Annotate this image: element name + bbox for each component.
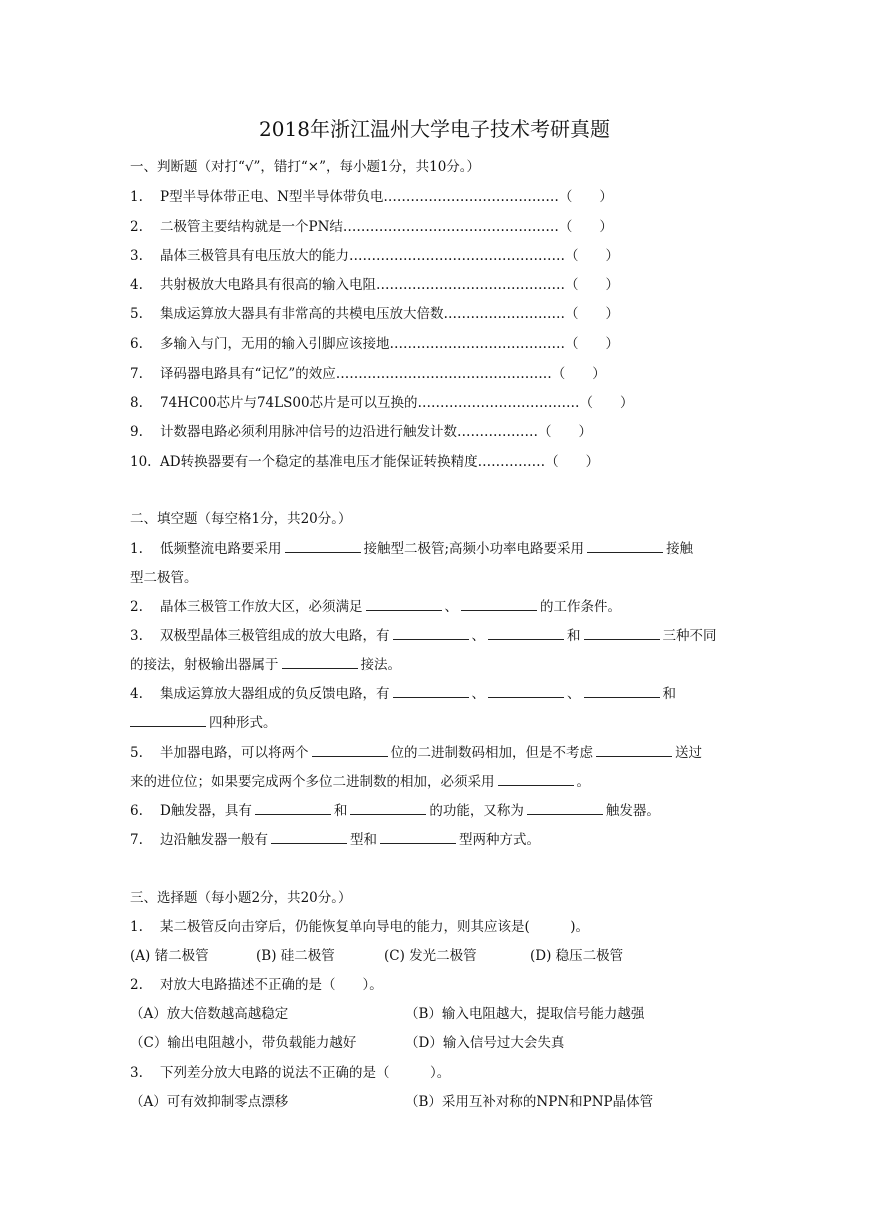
answer-blank[interactable] — [587, 539, 663, 553]
answer-blank[interactable] — [461, 597, 537, 611]
choice-question-3: 3. 下列差分放大电路的说法不正确的是（ ）。 — [130, 1065, 451, 1081]
judgement-item: 8. 74HC00芯片与74LS00芯片是可以互换的………………………………（ ） — [130, 395, 634, 411]
answer-blank[interactable] — [130, 713, 206, 727]
page-title: 2018年浙江温州大学电子技术考研真题 — [259, 117, 610, 141]
section-heading-choice: 三、选择题（每小题2分，共20分。） — [130, 890, 352, 906]
answer-blank[interactable] — [488, 684, 564, 698]
choice-question-2: 2. 对放大电路描述不正确的是（ ）。 — [130, 977, 383, 993]
answer-blank[interactable] — [350, 801, 426, 815]
section-heading-judgement: 一、判断题（对打“√”，错打“×”，每小题1分，共10分。） — [130, 159, 481, 175]
answer-blank[interactable] — [584, 626, 660, 640]
answer-blank[interactable] — [285, 539, 361, 553]
option-a[interactable]: （A）放大倍数越高越稳定 — [130, 1006, 289, 1022]
judgement-item: 3. 晶体三极管具有电压放大的能力…………………………………………（ ） — [130, 248, 619, 264]
fill-question-4: 4. 集成运算放大器组成的负反馈电路，有 、 、 和 — [130, 686, 676, 702]
answer-blank[interactable] — [584, 684, 660, 698]
option-d[interactable]: (D) 稳压二极管 — [530, 948, 624, 964]
judgement-item: 7. 译码器电路具有“记忆”的效应…………………………………………（ ） — [130, 366, 606, 382]
option-c[interactable]: （C）输出电阻越小，带负载能力越好 — [130, 1035, 357, 1051]
choice-question-1: 1. 某二极管反向击穿后，仍能恢复单向导电的能力，则其应该是( )。 — [130, 919, 590, 935]
option-a[interactable]: （A）可有效抑制零点漂移 — [130, 1094, 289, 1110]
judgement-item: 1. P型半导体带正电、N型半导体带负电…………………………………（ ） — [130, 189, 613, 205]
judgement-item: 6. 多输入与门，无用的输入引脚应该接地…………………………………（ ） — [130, 336, 619, 352]
answer-blank[interactable] — [271, 830, 347, 844]
judgement-item: 2. 二极管主要结构就是一个PN结…………………………………………（ ） — [130, 219, 613, 235]
answer-blank[interactable] — [498, 772, 574, 786]
answer-blank[interactable] — [282, 655, 358, 669]
answer-blank[interactable] — [596, 743, 672, 757]
fill-question-6: 6. D触发器，具有 和 的功能，又称为 触发器。 — [130, 803, 660, 819]
judgement-item: 9. 计数器电路必须利用脉冲信号的边沿进行触发计数………………（ ） — [130, 424, 592, 440]
judgement-item: 4. 共射极放大电路具有很高的输入电阻……………………………………（ ） — [130, 277, 619, 293]
answer-blank[interactable] — [393, 626, 469, 640]
answer-blank[interactable] — [255, 801, 331, 815]
judgement-item: 5. 集成运算放大器具有非常高的共模电压放大倍数………………………（ ） — [130, 306, 619, 322]
answer-blank[interactable] — [393, 684, 469, 698]
option-a[interactable]: (A) 锗二极管 — [130, 948, 209, 964]
section-heading-fill: 二、填空题（每空格1分，共20分。） — [130, 511, 352, 527]
answer-blank[interactable] — [380, 830, 456, 844]
option-b[interactable]: (B) 硅二极管 — [256, 948, 335, 964]
answer-blank[interactable] — [312, 743, 388, 757]
fill-question-7: 7. 边沿触发器一般有 型和 型两种方式。 — [130, 832, 540, 848]
option-d[interactable]: （D）输入信号过大会失真 — [405, 1035, 565, 1051]
fill-question-4-cont: 四种形式。 — [130, 713, 277, 733]
answer-blank[interactable] — [366, 597, 442, 611]
fill-question-5: 5. 半加器电路，可以将两个 位的二进制数码相加，但是不考虑 送过 — [130, 745, 702, 761]
fill-question-2: 2. 晶体三极管工作放大区，必须满足 、 的工作条件。 — [130, 599, 621, 615]
fill-question-3: 3. 双极型晶体三极管组成的放大电路，有 、 和 三种不同 — [130, 628, 717, 644]
answer-blank[interactable] — [527, 801, 603, 815]
option-c[interactable]: (C) 发光二极管 — [384, 948, 477, 964]
answer-blank[interactable] — [488, 626, 564, 640]
option-b[interactable]: （B）采用互补对称的NPN和PNP晶体管 — [405, 1094, 654, 1110]
fill-question-5-cont: 来的进位位；如果要完成两个多位二进制数的相加，必须采用 。 — [130, 774, 590, 790]
judgement-item: 10. AD转换器要有一个稳定的基准电压才能保证转换精度……………（ ） — [130, 454, 600, 470]
fill-question-3-cont: 的接法，射极输出器属于 接法。 — [130, 657, 401, 673]
fill-question-1: 1. 低频整流电路要采用 接触型二极管;高频小功率电路要采用 接触 — [130, 541, 694, 557]
option-b[interactable]: （B）输入电阻越大，提取信号能力越强 — [405, 1006, 645, 1022]
fill-question-1-cont: 型二极管。 — [130, 570, 198, 586]
